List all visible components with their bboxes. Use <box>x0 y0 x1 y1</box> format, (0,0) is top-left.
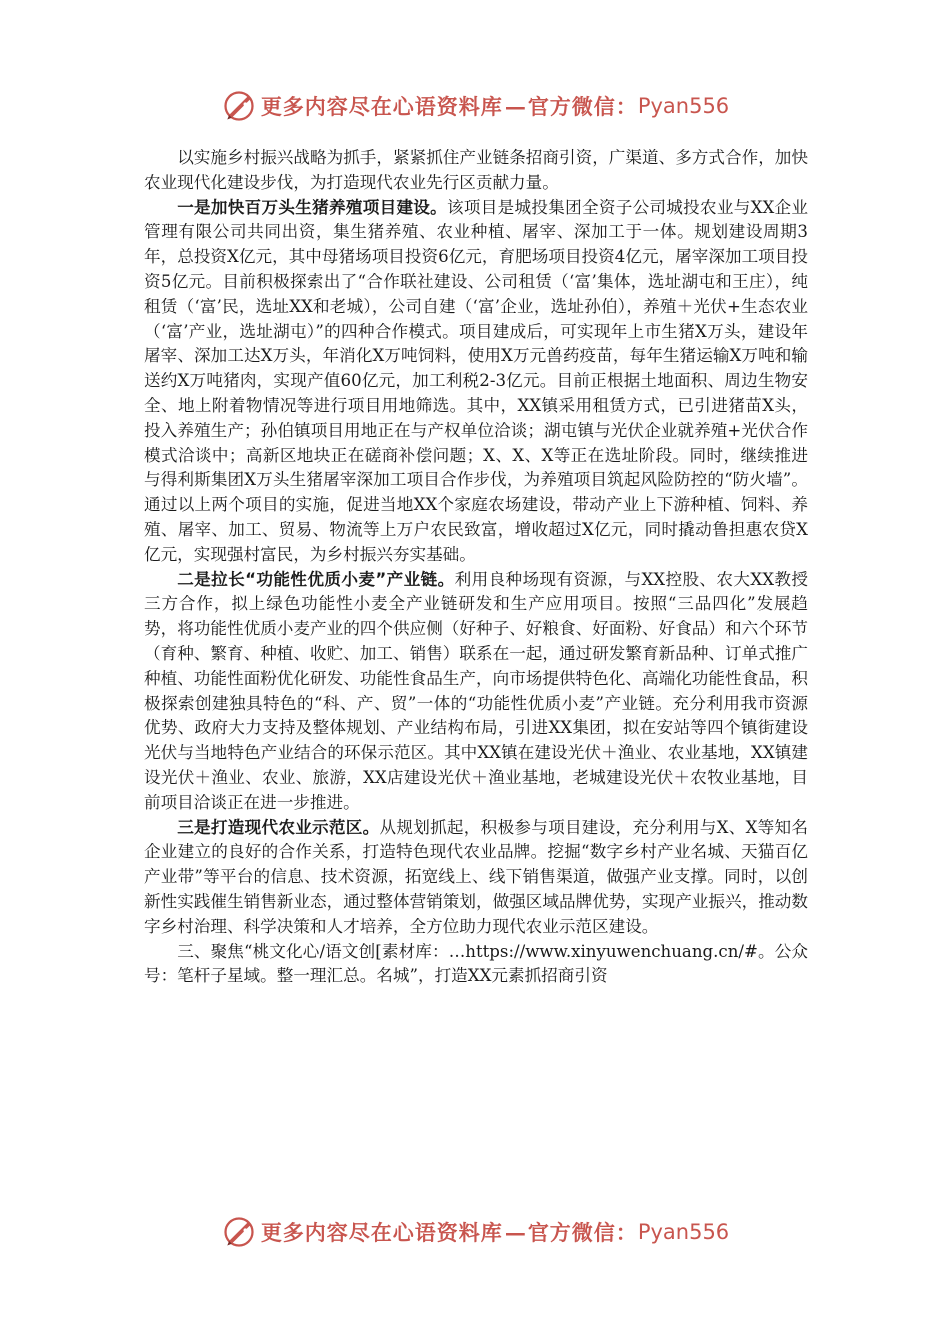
watermark-text: 更多内容尽在心语资料库 <box>260 94 503 119</box>
body-wheat-chain: 利用良种场现有资源，与XX控股、农大XX教授三方合作，拟上绿色功能性小麦全产业链研发和生产应用项目。按照“三品四化”发展趋势，将功能性优质小麦产业的四个供应侧（好种子、好粮食、好面粉、好食品）和六个环节（育种、繁育、种植、收贮、加工、销售）联系在一起，通过研发繁育新品种、订单式推广种植、功能性面粉优化研发、功能性食品生产，向市场提供特色化、高端化功能性食品，积极探索创建独具特色的“科、产、贸”一体的“功能性优质小麦”产业链。充分利用我市资源优势、政府大力支持及整体规划、产业结构布局，引进XX集团，拟在安站等四个镇街建设光伏与当地特色产业结合的环保示范区。其中XX镇在建设光伏＋渔业、农业基地，XX镇建设光伏＋渔业、农业、旅游，XX店建设光伏＋渔业基地，老城建设光伏＋农牧业基地，目前项目洽谈正在进一步推进。 <box>144 569 808 812</box>
watermark-separator: — <box>504 93 526 119</box>
watermark-wechat-id: Pyan556 <box>637 1220 730 1244</box>
heading-pig-farming: 一是加快百万头生猪养殖项目建设。 <box>177 197 448 217</box>
body-pig-farming: 该项目是城投集团全资子公司城投农业与XX企业管理有限公司共同出资，集生猪养殖、农业种植、屠宰、深加工于一体。规划建设周期3年，总投资X亿元，其中母猪场项目投资6亿元，育肥场项目投资4亿元，屠宰深加工项目投资5亿元。目前积极探索出了“合作联社建设、公司租赁（‘富’集体，选址湖屯和王庄），纯租赁（‘富’民，选址XX和老城），公司自建（‘富’企业，选址孙伯），养殖＋光伏+生态农业（‘富’产业，选址湖屯）”的四种合作模式。项目建成后，可实现年上市生猪X万头，建设年屠宰、深加工达X万头，年消化X万吨饲料，使用X万元兽药疫苗，每年生猪运输X万吨和输送约X万吨猪肉，实现产值60亿元，加工利税2-3亿元。目前正根据土地面积、周边生物安全、地上附着物情况等进行项目用地筛选。其中，XX镇采用租赁方式，已引进猪苗X头，投入养殖生产；孙伯镇项目用地正在与产权单位洽谈；湖屯镇与光伏企业就养殖+光伏合作模式洽谈中；高新区地块正在磋商补偿问题；X、X、X等正在选址阶段。同时，继续推进与得利斯集团X万头生猪屠宰深加工项目合作步伐，为养殖项目筑起风险防控的“防火墙”。通过以上两个项目的实施，促进当地XX个家庭农场建设，带动产业上下游种植、饲料、养殖、屠宰、加工、贸易、物流等上万户农民致富，增收超过X亿元，同时撬动鲁担惠农贷X亿元，实现强村富民，为乡村振兴夯实基础。 <box>144 197 808 564</box>
watermark-text: 更多内容尽在心语资料库 <box>260 1220 503 1245</box>
document-body <box>144 146 808 989</box>
watermark-contact: 官方微信： <box>527 94 638 119</box>
section-three-paragraph: 三、聚焦“桃文化心/语文创[素材库：…https://www.xinyuwenchuang.cn/#。公众号：笔杆子星域。整一理汇总。名城”，打造XX元素抓招商引资 <box>144 941 808 986</box>
watermark-separator: — <box>504 1219 526 1245</box>
pen-logo-icon <box>221 88 257 124</box>
paragraph-wheat-chain <box>144 568 808 816</box>
paragraph-pig-farming <box>144 196 808 568</box>
watermark-wechat-id: Pyan556 <box>637 94 730 118</box>
header-watermark <box>0 84 950 128</box>
watermark-contact: 官方微信： <box>527 1220 638 1245</box>
pen-logo-icon <box>221 1214 257 1250</box>
footer-watermark <box>0 1210 950 1254</box>
intro-paragraph: 以实施乡村振兴战略为抓手，紧紧抓住产业链条招商引资，广渠道、多方式合作，加快农业现代化建设步伐，为打造现代农业先行区贡献力量。 <box>144 148 808 192</box>
paragraph-demo-zone <box>144 816 808 940</box>
heading-demo-zone: 三是打造现代农业示范区。 <box>177 817 380 837</box>
heading-wheat-chain: 二是拉长“功能性优质小麦”产业链。 <box>177 569 455 589</box>
body-demo-zone: 从规划抓起，积极参与项目建设，充分利用与X、X等知名企业建立的良好的合作关系，打造特色现代农业品牌。挖掘“数字乡村产业名城、天猫百亿产业带”等平台的信息、技术资源，拓宽线上、线下销售渠道，做强产业支撑。同时，以创新性实践催生销售新业态，通过整体营销策划，做强区域品牌优势，实现产业振兴，推动数字乡村治理、科学决策和人才培养，全方位助力现代农业示范区建设。 <box>144 817 808 936</box>
